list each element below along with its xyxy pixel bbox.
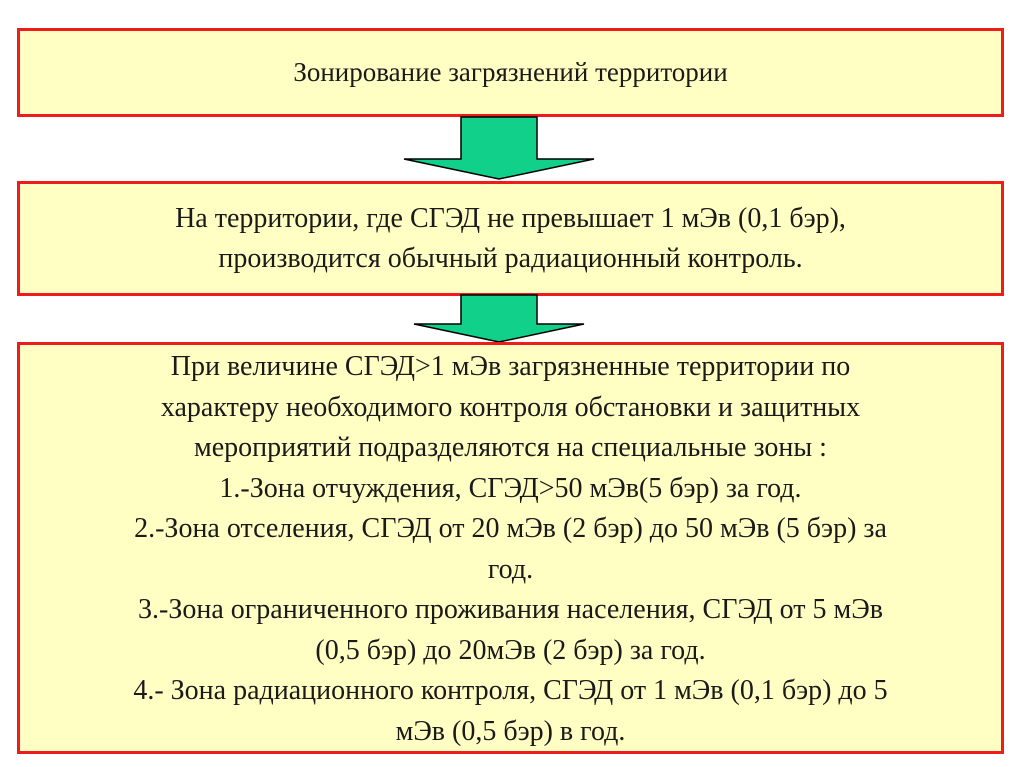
zone-resettlement-line-2: год.: [487, 553, 534, 585]
special-zones-intro-line-2: характеру необходимого контроля обстановки и защитных: [160, 391, 861, 423]
special-zones-intro-line-3: мероприятий подразделяются на специальные зоны :: [194, 432, 827, 463]
zone-exclusion-line: 1.-Зона отчуждения, СГЭД>50 мЭв(5 бэр) за год.: [219, 472, 802, 504]
special-zones-intro-line-1: При величине СГЭД>1 мЭв загрязненные территории по: [170, 351, 851, 382]
zone-limited-residence-line-1: 3.-Зона ограниченного проживания населения, СГЭД от 5 мЭв: [138, 594, 883, 625]
down-arrow-1: [402, 115, 596, 181]
normal-control-line-1: На территории, где СГЭД не превышает 1 мЭв (0,1 бэр),: [175, 202, 846, 234]
down-arrow-2: [412, 293, 586, 344]
zone-limited-residence-line-2: (0,5 бэр) до 20мЭв (2 бэр) за год.: [315, 634, 706, 666]
zoning-title-text: Зонирование загрязнений территории: [293, 57, 728, 87]
zone-resettlement-line-1: 2.-Зона отселения, СГЭД от 20 мЭв (2 бэр) до 50 мЭв (5 бэр) за: [134, 513, 887, 544]
zone-radiation-control-line-2: мЭв (0,5 бэр) в год.: [395, 715, 626, 747]
normal-control-box: [17, 181, 1004, 296]
special-zones-box: [17, 342, 1004, 754]
zoning-title-box: [17, 28, 1004, 117]
zone-radiation-control-line-1: 4.- Зона радиационного контроля, СГЭД от 1 мЭв (0,1 бэр) до 5: [133, 675, 888, 706]
normal-control-line-2: производится обычный радиационный контроль.: [218, 242, 803, 274]
